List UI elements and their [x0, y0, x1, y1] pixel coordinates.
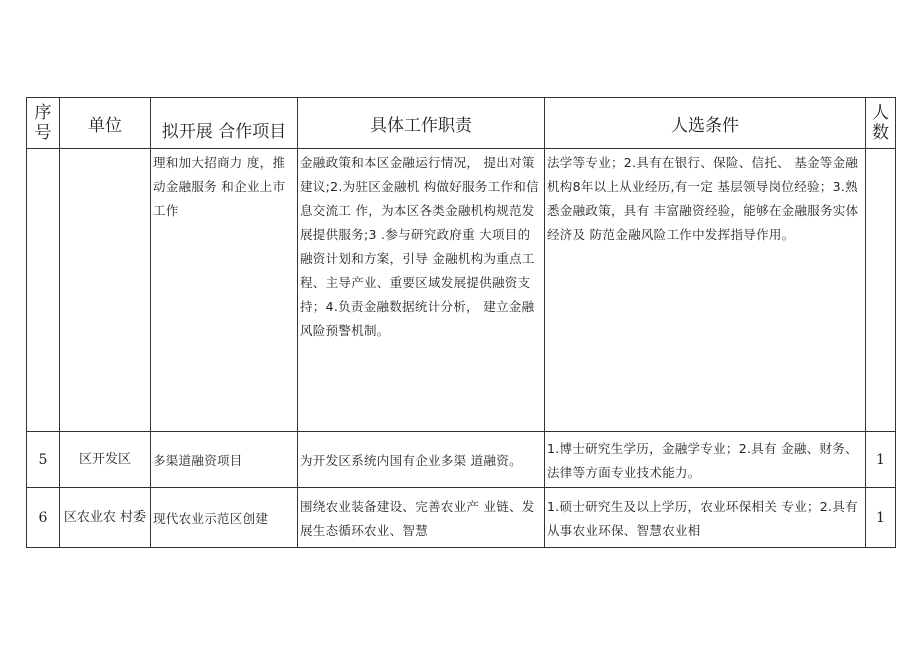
cell-conditions: 1.博士研究生学历，金融学专业；2.具有 金融、财务、法律等方面专业技术能力。 — [545, 432, 866, 488]
cell-conditions: 1.硕士研究生及以上学历，农业环保相关 专业；2.具有从事农业环保、智慧农业相 — [545, 488, 866, 548]
cell-conditions: 法学等专业；2.具有在银行、保险、信托、 基金等金融机构8年以上从业经历,有一定 基层领导岗位经验；3.熟悉金融政策，具有 丰富融资经验，能够在金融服务实体经济及 防范金融风险工作中发挥指导作用。 — [545, 149, 866, 432]
header-seq: 序号 — [27, 98, 60, 149]
table-row — [27, 432, 896, 488]
cell-project: 现代农业示范区创建 — [151, 488, 298, 548]
cell-count — [866, 149, 896, 432]
cell-seq — [27, 149, 60, 432]
cell-unit: 区农业农 村委 — [60, 488, 151, 548]
cell-unit: 区开发区 — [60, 432, 151, 488]
header-row — [27, 98, 896, 149]
table-row — [27, 488, 896, 548]
header-duties: 具体工作职责 — [298, 98, 545, 149]
header-project — [151, 98, 298, 149]
header-unit: 单位 — [60, 98, 151, 149]
cell-count: 1 — [866, 432, 896, 488]
cell-seq: 6 — [27, 488, 60, 548]
cell-project: 多渠道融资项目 — [151, 432, 298, 488]
recruitment-table — [26, 97, 896, 548]
cell-project: 理和加大招商力 度，推动金融服务 和企业上市工作 — [151, 149, 298, 432]
cell-unit — [60, 149, 151, 432]
cell-count: 1 — [866, 488, 896, 548]
header-project-label: 拟开展 合作项目 — [161, 121, 287, 142]
header-conditions: 人选条件 — [545, 98, 866, 149]
cell-duties: 金融政策和本区金融运行情况， 提出对策建议;2.为驻区金融机 构做好服务工作和信息交流工 作，为本区各类金融机构规范发 展提供服务;3 .参与研究政府重 大项目的融资计划和方案，引导 金融机构为重点工程、主导产业、重要区域发展提供融资支 持；4.负责金融数据统计分析， 建立金融风险预警机制。 — [298, 149, 545, 432]
cell-duties: 围绕农业装备建设、完善农业产 业链、发展生态循环农业、智慧 — [298, 488, 545, 548]
header-count: 人数 — [866, 98, 896, 149]
table-row — [27, 149, 896, 432]
cell-duties: 为开发区系统内国有企业多渠 道融资。 — [298, 432, 545, 488]
cell-seq: 5 — [27, 432, 60, 488]
